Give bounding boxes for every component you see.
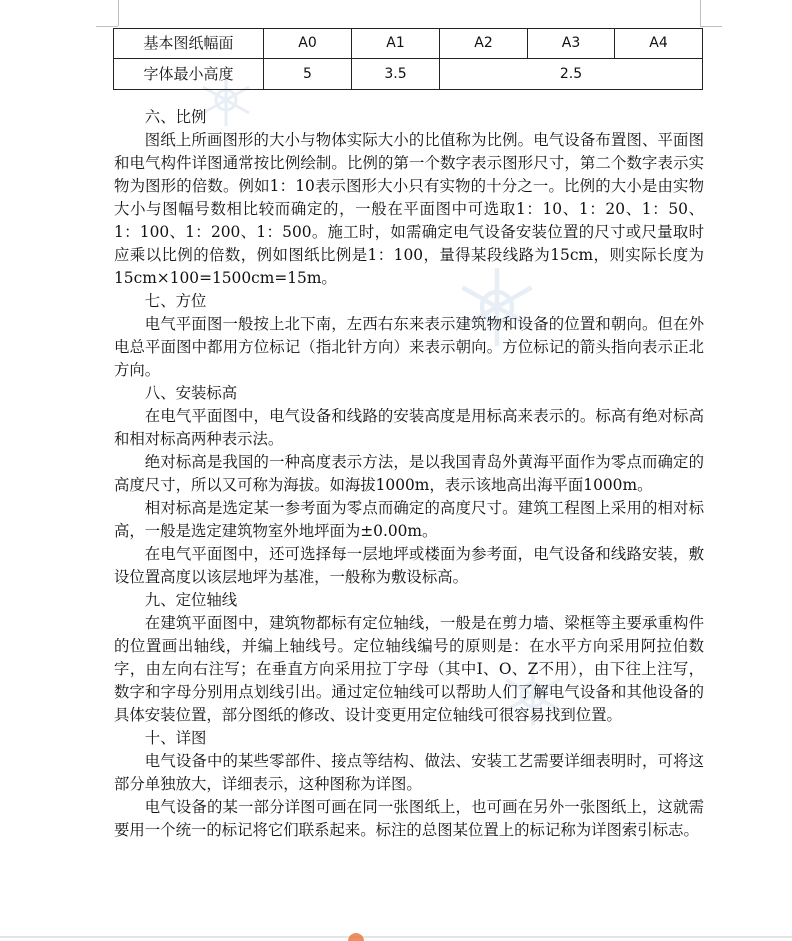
table-cell: A2: [440, 29, 528, 59]
section-title: 十、详图: [144, 729, 207, 747]
table-row-header: 基本图纸幅面: [114, 29, 264, 59]
table-row: [114, 59, 703, 90]
paragraph: 图纸上所画图形的大小与物体实际大小的比值称为比例。电气设备布置图、平面图和电气构件详图通常按比例绘制。比例的第一个数字表示图形尺寸，第二个数字表示实物为图形的倍数。例如1：10表示图形大小只有实物的十分之一。比例的大小是由实物大小与图幅号数相比较而确定的，一般在平面图中可选取1：10、1：20、1：50、1：100、1：200、1：500。施工时，如需确定电气设备安装位置的尺寸或尺量取时应乘以比例的倍数，例如图纸比例是1：100，量得某段线路为15cm，则实际长度为15cm×100=1500cm=15m。: [114, 131, 704, 287]
table-cell: A3: [528, 29, 615, 59]
paragraph: 电气设备中的某些零部件、接点等结构、做法、安装工艺需要详细表明时，可将这部分单独放大，详细表示，这种图称为详图。: [114, 752, 704, 793]
section-title: 八、安装标高: [144, 384, 238, 402]
crop-mark-top-right-vertical: [700, 0, 701, 26]
paragraph: 相对标高是选定某一参考面为零点而确定的高度尺寸。建筑工程图上采用的相对标高，一般是选定建筑物室外地坪面为±0.00m。: [114, 499, 704, 540]
section-title: 九、定位轴线: [144, 591, 238, 609]
paragraph: 在电气平面图中，电气设备和线路的安装高度是用标高来表示的。标高有绝对标高和相对标高两种表示法。: [114, 407, 704, 448]
table-cell-merged: 2.5: [440, 59, 703, 90]
table-cell: 5: [264, 59, 352, 90]
section-title: 七、方位: [144, 292, 207, 310]
table-cell: A1: [352, 29, 440, 59]
paragraph: 电气设备的某一部分详图可画在同一张图纸上，也可画在另外一张图纸上，这就需要用一个统一的标记将它们联系起来。标注的总图某位置上的标记称为详图索引标志。: [114, 798, 704, 839]
paragraph: 电气平面图一般按上北下南，左西右东来表示建筑物和设备的位置和朝向。但在外电总平面图中都用方位标记（指北针方向）来表示朝向。方位标记的箭头指向表示正北方向。: [114, 315, 704, 379]
table-row: [114, 29, 703, 59]
page-bottom-divider: [0, 936, 792, 938]
font-size-table: [113, 28, 703, 90]
section-title: 六、比例: [144, 108, 207, 126]
crop-mark-top-left-horizontal: [96, 26, 118, 27]
table-cell: 3.5: [352, 59, 440, 90]
crop-mark-top-left-vertical: [118, 0, 119, 26]
paragraph: 绝对标高是我国的一种高度表示方法，是以我国青岛外黄海平面作为零点而确定的高度尺寸，所以又可称为海拔。如海拔1000m，表示该地高出海平面1000m。: [114, 453, 704, 494]
table-cell: A0: [264, 29, 352, 59]
table-row-header: 字体最小高度: [114, 59, 264, 90]
table-cell: A4: [615, 29, 703, 59]
page-bottom-accent-icon: [348, 933, 364, 941]
document-body: [114, 106, 704, 842]
paragraph: 在电气平面图中，还可选择每一层地坪或楼面为参考面，电气设备和线路安装，敷设位置高度以该层地坪为基准，一般称为敷设标高。: [114, 545, 704, 586]
crop-mark-top-right-horizontal: [700, 26, 722, 27]
paragraph: 在建筑平面图中，建筑物都标有定位轴线，一般是在剪力墙、梁框等主要承重构件的位置画出轴线，并编上轴线号。定位轴线编号的原则是：在水平方向采用阿拉伯数字，由左向右注写；在垂直方向采用拉丁字母（其中I、O、Z不用），由下往上注写，数字和字母分别用点划线引出。通过定位轴线可以帮助人们了解电气设备和其他设备的具体安装位置，部分图纸的修改、设计变更用定位轴线可很容易找到位置。: [114, 614, 704, 724]
